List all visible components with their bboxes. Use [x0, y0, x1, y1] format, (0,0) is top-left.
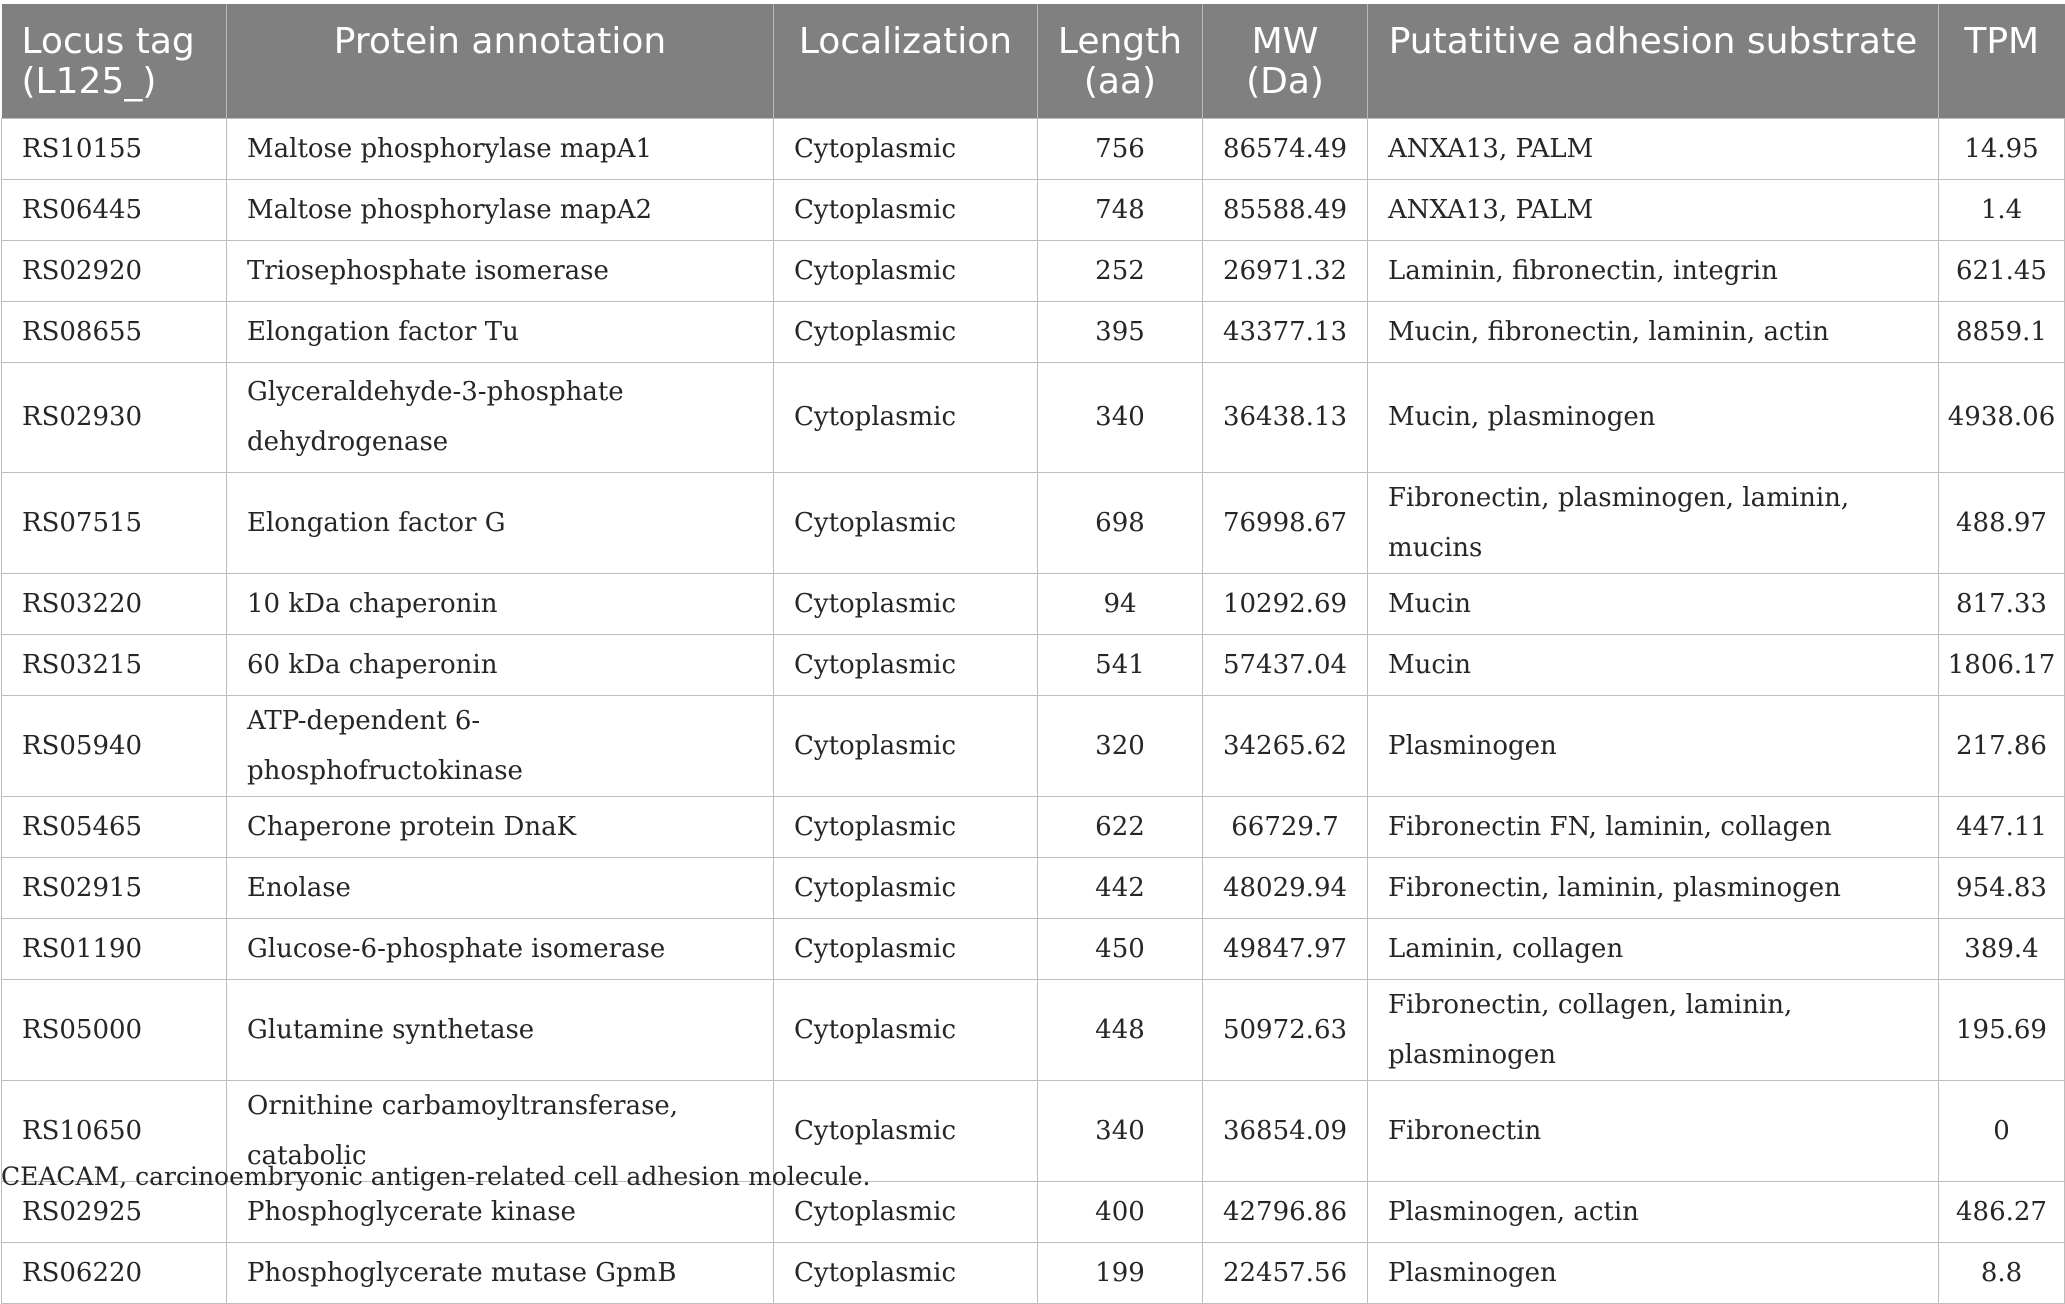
cell-localization: Cytoplasmic — [774, 362, 1038, 472]
cell-tpm: 0 — [1939, 1080, 2065, 1181]
cell-length: 448 — [1038, 979, 1203, 1080]
cell-adhesion-substrate: Plasminogen — [1368, 1242, 1939, 1303]
cell-locus-tag: RS05465 — [2, 796, 227, 857]
cell-localization: Cytoplasmic — [774, 695, 1038, 796]
cell-protein-annotation: Elongation factor Tu — [227, 301, 774, 362]
header-length: Length (aa) — [1038, 4, 1203, 118]
cell-mw: 48029.94 — [1203, 857, 1368, 918]
cell-locus-tag: RS05000 — [2, 979, 227, 1080]
cell-protein-annotation: Maltose phosphorylase mapA2 — [227, 179, 774, 240]
cell-localization: Cytoplasmic — [774, 918, 1038, 979]
header-protein-annotation: Protein annotation — [227, 4, 774, 118]
cell-tpm: 817.33 — [1939, 573, 2065, 634]
cell-length: 541 — [1038, 634, 1203, 695]
table-row — [2, 979, 2065, 1080]
cell-protein-annotation: Glutamine synthetase — [227, 979, 774, 1080]
cell-length: 698 — [1038, 472, 1203, 573]
cell-localization: Cytoplasmic — [774, 1181, 1038, 1242]
cell-adhesion-substrate: Mucin — [1368, 634, 1939, 695]
cell-tpm: 488.97 — [1939, 472, 2065, 573]
cell-locus-tag: RS06445 — [2, 179, 227, 240]
cell-tpm: 1806.17 — [1939, 634, 2065, 695]
cell-protein-annotation: ATP-dependent 6-phosphofructokinase — [227, 695, 774, 796]
cell-length: 442 — [1038, 857, 1203, 918]
cell-protein-annotation: Triosephosphate isomerase — [227, 240, 774, 301]
cell-locus-tag: RS02915 — [2, 857, 227, 918]
table-row — [2, 695, 2065, 796]
cell-adhesion-substrate: Fibronectin, laminin, plasminogen — [1368, 857, 1939, 918]
cell-locus-tag: RS10155 — [2, 118, 227, 179]
cell-localization: Cytoplasmic — [774, 240, 1038, 301]
cell-tpm: 8.8 — [1939, 1242, 2065, 1303]
cell-mw: 66729.7 — [1203, 796, 1368, 857]
table-row — [2, 301, 2065, 362]
cell-protein-annotation: Maltose phosphorylase mapA1 — [227, 118, 774, 179]
cell-adhesion-substrate: Plasminogen — [1368, 695, 1939, 796]
cell-length: 320 — [1038, 695, 1203, 796]
cell-length: 400 — [1038, 1181, 1203, 1242]
cell-localization: Cytoplasmic — [774, 301, 1038, 362]
cell-adhesion-substrate: Mucin — [1368, 573, 1939, 634]
table-row — [2, 857, 2065, 918]
cell-protein-annotation: Elongation factor G — [227, 472, 774, 573]
cell-mw: 26971.32 — [1203, 240, 1368, 301]
header-tpm: TPM — [1939, 4, 2065, 118]
cell-localization: Cytoplasmic — [774, 1080, 1038, 1181]
header-row — [2, 4, 2065, 118]
cell-localization: Cytoplasmic — [774, 472, 1038, 573]
cell-protein-annotation: Phosphoglycerate kinase — [227, 1181, 774, 1242]
cell-locus-tag: RS06220 — [2, 1242, 227, 1303]
cell-localization: Cytoplasmic — [774, 979, 1038, 1080]
cell-tpm: 389.4 — [1939, 918, 2065, 979]
cell-adhesion-substrate: Plasminogen, actin — [1368, 1181, 1939, 1242]
cell-tpm: 8859.1 — [1939, 301, 2065, 362]
cell-localization: Cytoplasmic — [774, 796, 1038, 857]
cell-locus-tag: RS07515 — [2, 472, 227, 573]
cell-tpm: 954.83 — [1939, 857, 2065, 918]
table-row — [2, 1242, 2065, 1303]
cell-adhesion-substrate: Fibronectin FN, laminin, collagen — [1368, 796, 1939, 857]
header-adhesion-substrate: Putatitive adhesion substrate — [1368, 4, 1939, 118]
cell-length: 450 — [1038, 918, 1203, 979]
cell-protein-annotation: Enolase — [227, 857, 774, 918]
cell-locus-tag: RS02920 — [2, 240, 227, 301]
table-body — [2, 118, 2065, 1303]
cell-tpm: 486.27 — [1939, 1181, 2065, 1242]
cell-length: 622 — [1038, 796, 1203, 857]
cell-tpm: 447.11 — [1939, 796, 2065, 857]
cell-mw: 43377.13 — [1203, 301, 1368, 362]
cell-mw: 36438.13 — [1203, 362, 1368, 472]
cell-protein-annotation: 10 kDa chaperonin — [227, 573, 774, 634]
cell-localization: Cytoplasmic — [774, 573, 1038, 634]
cell-tpm: 1.4 — [1939, 179, 2065, 240]
cell-mw: 85588.49 — [1203, 179, 1368, 240]
cell-locus-tag: RS08655 — [2, 301, 227, 362]
adhesion-protein-table — [1, 4, 2065, 1304]
table-row — [2, 179, 2065, 240]
cell-locus-tag: RS03215 — [2, 634, 227, 695]
table-row — [2, 796, 2065, 857]
cell-mw: 86574.49 — [1203, 118, 1368, 179]
cell-locus-tag: RS10650 — [2, 1080, 227, 1181]
cell-length: 252 — [1038, 240, 1203, 301]
cell-adhesion-substrate: Fibronectin — [1368, 1080, 1939, 1181]
table-row — [2, 634, 2065, 695]
cell-mw: 57437.04 — [1203, 634, 1368, 695]
cell-adhesion-substrate: Mucin, fibronectin, laminin, actin — [1368, 301, 1939, 362]
cell-locus-tag: RS05940 — [2, 695, 227, 796]
cell-tpm: 4938.06 — [1939, 362, 2065, 472]
cell-adhesion-substrate: Fibronectin, plasminogen, laminin, mucins — [1368, 472, 1939, 573]
cell-localization: Cytoplasmic — [774, 857, 1038, 918]
cell-tpm: 621.45 — [1939, 240, 2065, 301]
cell-tpm: 14.95 — [1939, 118, 2065, 179]
table-footnote: CEACAM, carcinoembryonic antigen-related cell adhesion molecule. — [1, 1162, 871, 1191]
cell-locus-tag: RS02925 — [2, 1181, 227, 1242]
cell-localization: Cytoplasmic — [774, 118, 1038, 179]
cell-tpm: 195.69 — [1939, 979, 2065, 1080]
cell-mw: 22457.56 — [1203, 1242, 1368, 1303]
cell-mw: 49847.97 — [1203, 918, 1368, 979]
table-row — [2, 362, 2065, 472]
cell-adhesion-substrate: Fibronectin, collagen, laminin, plasminogen — [1368, 979, 1939, 1080]
cell-protein-annotation: Glucose-6-phosphate isomerase — [227, 918, 774, 979]
cell-adhesion-substrate: Mucin, plasminogen — [1368, 362, 1939, 472]
header-mw: MW (Da) — [1203, 4, 1368, 118]
cell-localization: Cytoplasmic — [774, 1242, 1038, 1303]
cell-mw: 50972.63 — [1203, 979, 1368, 1080]
cell-localization: Cytoplasmic — [774, 634, 1038, 695]
cell-locus-tag: RS02930 — [2, 362, 227, 472]
cell-length: 340 — [1038, 362, 1203, 472]
table-row — [2, 918, 2065, 979]
cell-protein-annotation: Chaperone protein DnaK — [227, 796, 774, 857]
cell-mw: 36854.09 — [1203, 1080, 1368, 1181]
cell-adhesion-substrate: ANXA13, PALM — [1368, 179, 1939, 240]
header-localization: Localization — [774, 4, 1038, 118]
cell-length: 748 — [1038, 179, 1203, 240]
cell-length: 199 — [1038, 1242, 1203, 1303]
cell-adhesion-substrate: ANXA13, PALM — [1368, 118, 1939, 179]
cell-length: 94 — [1038, 573, 1203, 634]
cell-adhesion-substrate: Laminin, fibronectin, integrin — [1368, 240, 1939, 301]
cell-length: 756 — [1038, 118, 1203, 179]
cell-mw: 42796.86 — [1203, 1181, 1368, 1242]
cell-length: 340 — [1038, 1080, 1203, 1181]
cell-protein-annotation: Phosphoglycerate mutase GpmB — [227, 1242, 774, 1303]
table-row — [2, 240, 2065, 301]
cell-tpm: 217.86 — [1939, 695, 2065, 796]
cell-mw: 76998.67 — [1203, 472, 1368, 573]
cell-locus-tag: RS03220 — [2, 573, 227, 634]
cell-mw: 10292.69 — [1203, 573, 1368, 634]
table-row — [2, 472, 2065, 573]
cell-protein-annotation: Glyceraldehyde-3-phosphate dehydrogenase — [227, 362, 774, 472]
header-locus-tag: Locus tag (L125_) — [2, 4, 227, 118]
cell-length: 395 — [1038, 301, 1203, 362]
cell-mw: 34265.62 — [1203, 695, 1368, 796]
table-row — [2, 118, 2065, 179]
cell-protein-annotation: 60 kDa chaperonin — [227, 634, 774, 695]
cell-localization: Cytoplasmic — [774, 179, 1038, 240]
cell-protein-annotation: Ornithine carbamoyltransferase, catabolic — [227, 1080, 774, 1181]
cell-locus-tag: RS01190 — [2, 918, 227, 979]
cell-adhesion-substrate: Laminin, collagen — [1368, 918, 1939, 979]
table-row — [2, 573, 2065, 634]
